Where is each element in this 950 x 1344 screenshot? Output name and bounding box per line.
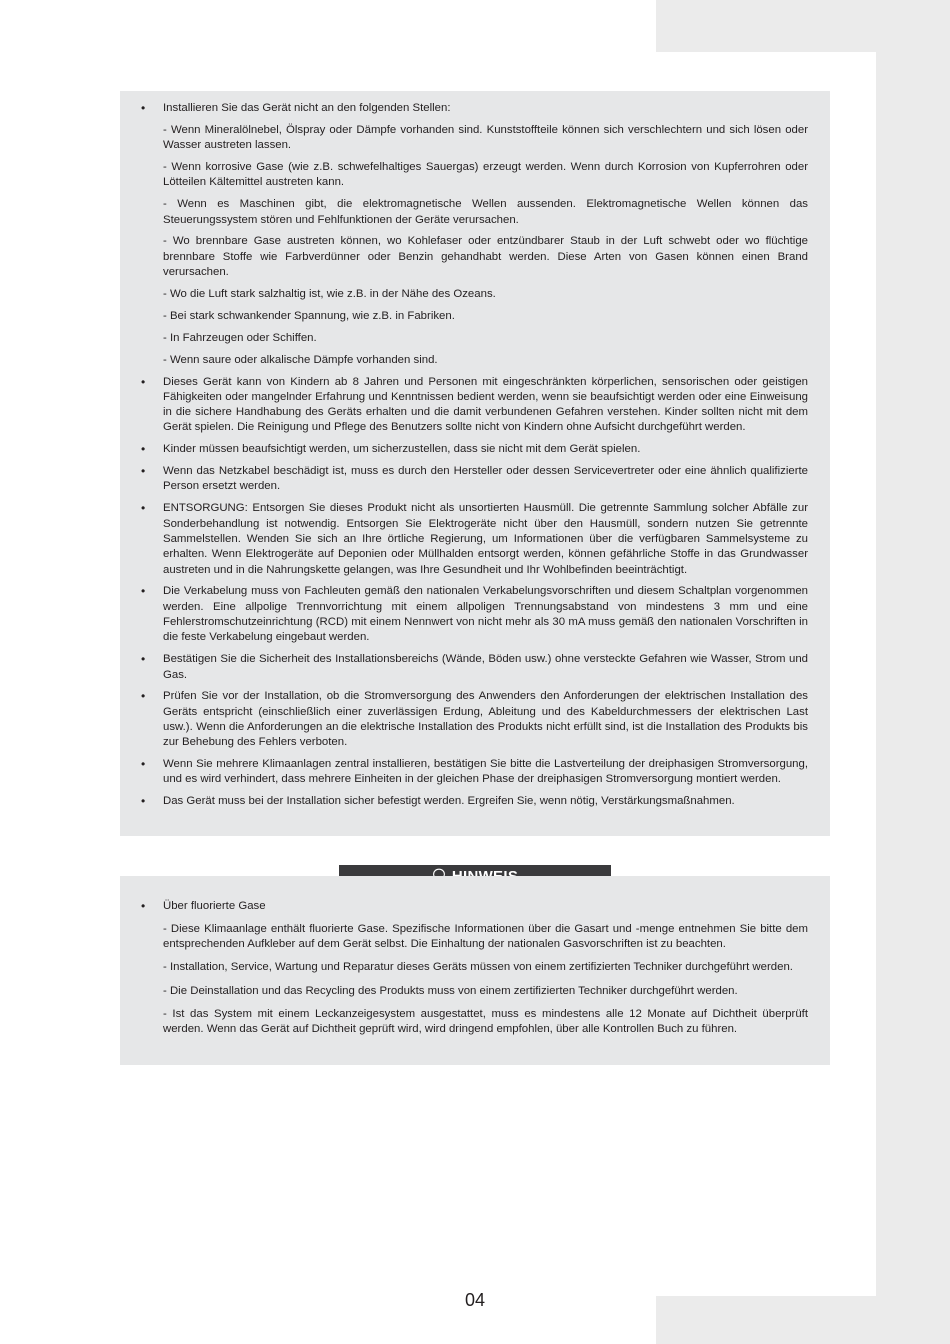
side-margin-bar — [876, 52, 950, 1296]
sub-item: - Wo die Luft stark salzhaltig ist, wie z.B. in der Nähe des Ozeans. — [163, 287, 496, 300]
sub-item: - Wenn Mineralölnebel, Ölspray oder Dämpfe vorhanden sind. Kunststoffteile können sich verschlechtern und sich lösen oder Wasser austreten lassen. — [163, 123, 808, 152]
safety-instructions-panel — [120, 91, 830, 836]
bullet-icon: • — [141, 794, 146, 809]
list-item-text: Wenn das Netzkabel beschädigt ist, muss es durch den Hersteller oder dessen Servicevertreter oder eine ähnlich qualifizierte Person ersetzt werden. — [163, 465, 808, 493]
sub-item: - Wo brennbare Gase austreten können, wo Kohlefaser oder entzündbarer Staub in der Luft schwebt oder wo flüchtige brennbare Stoffe wie Farbverdünner oder Benzin gehandhabt werden. Diese Arten von Gasen können einen Brand verursachen. — [163, 235, 808, 279]
list-item-text: Installieren Sie das Gerät nicht an den folgenden Stellen: — [163, 102, 451, 114]
list-item-text: Prüfen Sie vor der Installation, ob die Stromversorgung des Anwenders den Anforderungen der elektrischen Installation des Geräts entspricht (einschließlich einer zuverlässigen Erdung, Ableitung und des Kabeldurchmessers der elektrischen Last usw.). Wenn die Anforderungen an die elektrische Installation des Produkts nicht erfüllt sind, ist die Installation des Produkts bis zur Behebung des Fehlers verboten. — [163, 690, 808, 749]
bullet-icon: • — [141, 501, 146, 516]
list-item-text: Über fluorierte Gase — [163, 900, 266, 912]
sub-item: - Wenn es Maschinen gibt, die elektromagnetische Wellen aussenden. Elektromagnetische Wellen können das Steuerungssystem stören und Fehlfunktionen der Geräte verursachen. — [163, 198, 808, 226]
safety-list — [141, 101, 808, 810]
sub-item: - Die Deinstallation und das Recycling des Produkts muss von einem zertifizierten Techniker durchgeführt werden. — [163, 984, 738, 997]
list-item-text: Die Verkabelung muss von Fachleuten gemäß den nationalen Verkabelungsvorschriften und diesem Schaltplan vorgenommen werden. Eine allpolige Trennvorrichtung mit einem allpoligen Trennungsabstand von mindestens 3 mm und eine Fehlerstromschutzeinrichtung (RCD) mit einem Nennwert von nicht mehr als 30 mA muss gemäß den nationalen Vorschriften in die feste Verkabelung eingebaut werden. — [163, 585, 808, 644]
sub-item: - Diese Klimaanlage enthält fluorierte Gase. Spezifische Informationen über die Gasart und -menge entnehmen Sie bitte dem entsprechenden Aufkleber auf dem Gerät selbst. Die Einhaltung der nationalen Gasvorschriften ist zu beachten. — [163, 923, 808, 951]
list-item-text: Das Gerät muss bei der Installation sicher befestigt werden. Ergreifen Sie, wenn nötig, Verstärkungsmaßnahmen. — [163, 795, 735, 808]
bullet-icon: • — [141, 757, 146, 772]
list-item — [141, 757, 808, 788]
sub-item: - Wenn korrosive Gase (wie z.B. schwefelhaltiges Sauergas) erzeugt werden. Wenn durch Korrosion von Kupferrohren oder Lötteilen Kältemittel austreten kann. — [163, 161, 808, 189]
hinweis-list — [141, 899, 808, 1037]
sub-item: - Installation, Service, Wartung und Reparatur dieses Geräts müssen von einem zertifizierten Techniker durchgeführt werden. — [163, 961, 793, 974]
sub-item: - In Fahrzeugen oder Schiffen. — [163, 331, 317, 344]
list-item-text: ENTSORGUNG: Entsorgen Sie dieses Produkt nicht als unsortierten Hausmüll. Die getrennte Sammlung solcher Abfälle zur Sonderbehandlung ist notwendig. Entsorgen Sie Elektrogeräte nicht über den Hausmüll, sondern nutzen Sie getrennte Sammelstellen. Wenden Sie sich an Ihre örtliche Regierung, um Informationen über die verfügbaren Sammelsysteme zu erhalten. Wenn Elektrogeräte auf Deponien oder Müllhalden entsorgt werden, können gefährliche Stoffe in das Grundwasser austreten und in die Nahrungskette gelangen, was Ihre Gesundheit und Ihr Wohlbefinden beeinträchtigt. — [163, 502, 808, 576]
corner-tab-top — [656, 0, 950, 52]
list-item-text: Wenn Sie mehrere Klimaanlagen zentral installieren, bestätigen Sie bitte die Lastverteilung der dreiphasigen Stromversorgung, und es wird verhindert, dass mehrere Einheiten in der gleichen Phase der dreiphasigen Stromversorgung montiert werden. — [163, 758, 808, 786]
sub-item: - Wenn saure oder alkalische Dämpfe vorhanden sind. — [163, 353, 438, 366]
bullet-icon: • — [141, 442, 146, 457]
list-item-text: Kinder müssen beaufsichtigt werden, um sicherzustellen, dass sie nicht mit dem Gerät spielen. — [163, 443, 641, 456]
list-item — [141, 501, 808, 577]
bullet-icon: • — [141, 652, 146, 667]
bullet-icon: • — [141, 101, 146, 115]
list-item — [141, 652, 808, 683]
list-item — [141, 689, 808, 750]
list-item — [141, 899, 808, 914]
list-item — [141, 464, 808, 495]
list-item — [141, 442, 808, 457]
sub-item: - Ist das System mit einem Leckanzeigesystem ausgestattet, muss es mindestens alle 12 Monate auf Dichtheit überprüft werden. Wenn das Gerät auf Dichtheit geprüft wird, wird dringend empfohlen, über alle Kontrollen Buch zu führen. — [163, 1007, 808, 1035]
list-item — [141, 374, 808, 436]
hinweis-panel — [120, 876, 830, 1065]
bullet-icon: • — [141, 689, 146, 704]
sub-item: - Bei stark schwankender Spannung, wie z.B. in Fabriken. — [163, 309, 455, 322]
bullet-icon: • — [141, 899, 146, 913]
list-item-text: Dieses Gerät kann von Kindern ab 8 Jahren und Personen mit eingeschränkten körperlichen, sensorischen oder geistigen Fähigkeiten oder mangelnder Erfahrung und Kenntnissen bedient werden, wenn sie beaufsichtigt werden oder eine Einweisung in die sichere Handhabung des Geräts erhalten und die damit verbundenen Gefahren verstehen. Kinder sollten nicht mit dem Gerät spielen. Die Reinigung und Pflege des Benutzers sollte nicht von Kindern ohne Aufsicht durchgeführt werden. — [163, 375, 808, 434]
list-item — [141, 101, 808, 116]
page-number: 04 — [464, 1290, 486, 1310]
list-item — [141, 584, 808, 645]
bullet-icon: • — [141, 584, 146, 599]
list-item-text: Bestätigen Sie die Sicherheit des Installationsbereichs (Wände, Böden usw.) ohne versteckte Gefahren wie Wasser, Strom und Gas. — [163, 653, 808, 681]
bullet-icon: • — [141, 464, 146, 479]
list-item — [141, 794, 808, 809]
bullet-icon: • — [141, 374, 146, 389]
